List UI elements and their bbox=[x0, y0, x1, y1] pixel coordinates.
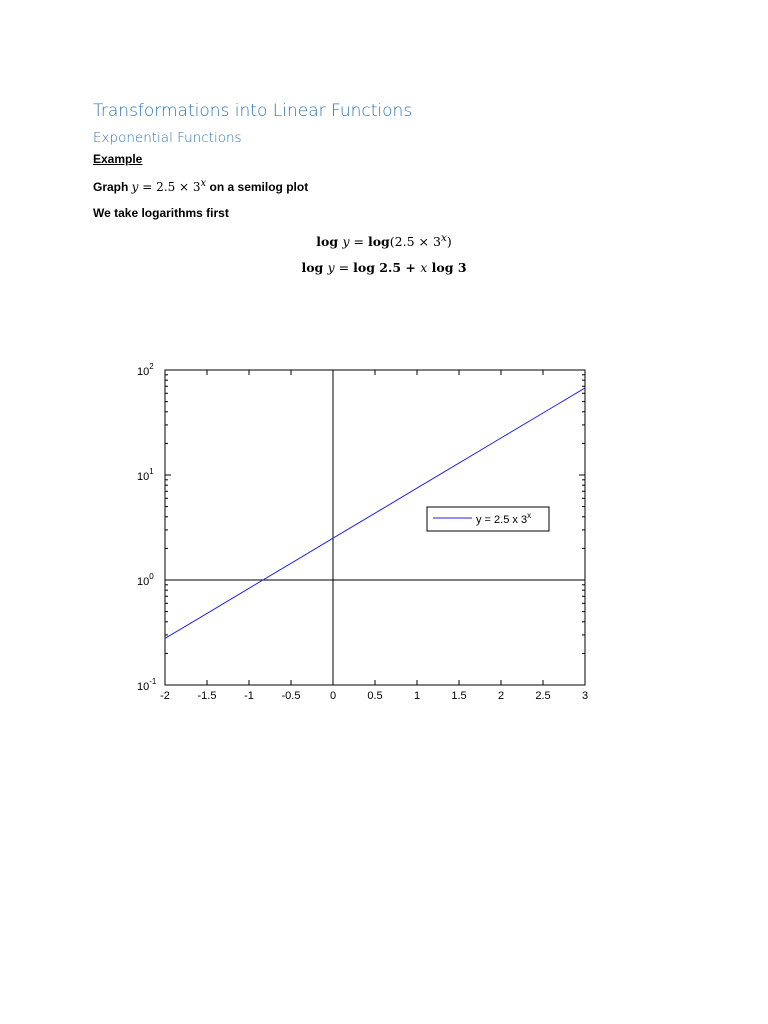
y-tick-base: 10 bbox=[137, 681, 150, 693]
graph-formula-var: y bbox=[131, 180, 139, 194]
eq2-rhs-a: log 2.5 + bbox=[353, 260, 421, 275]
x-tick-label: 3 bbox=[581, 690, 589, 702]
logs-text: We take logarithms first bbox=[93, 206, 229, 220]
y-tick-base: 10 bbox=[137, 366, 150, 378]
x-tick-label: 1.5 bbox=[451, 690, 467, 702]
x-tick-label: -1.5 bbox=[197, 690, 217, 702]
graph-formula-exp: x bbox=[200, 178, 207, 189]
legend-label-base: y = 2.5 x 3 bbox=[476, 514, 528, 526]
y-tick-exp: 2 bbox=[149, 362, 154, 371]
y-tick-exp: 0 bbox=[149, 572, 154, 581]
x-tick-label: -2 bbox=[160, 690, 170, 702]
legend-label bbox=[476, 511, 531, 526]
eq2-rhs-b: log 3 bbox=[427, 260, 467, 275]
graph-text-suffix: on a semilog plot bbox=[206, 180, 309, 194]
y-tick-exp: 1 bbox=[149, 467, 154, 476]
legend-label-exp: x bbox=[527, 511, 532, 520]
chart-legend bbox=[427, 507, 549, 531]
x-tick-label: 2.5 bbox=[535, 690, 551, 702]
x-tick-label: 0 bbox=[329, 690, 337, 702]
y-tick-label bbox=[137, 467, 154, 483]
eq2-equals: = bbox=[334, 260, 354, 275]
x-tick-label: -0.5 bbox=[281, 690, 301, 702]
section-heading: Transformations into Linear Functions bbox=[93, 101, 413, 121]
eq2-lhs-log: log bbox=[301, 260, 328, 275]
eq1-rhs-close: ) bbox=[446, 234, 452, 250]
y-tick-label bbox=[137, 362, 154, 378]
eq1-rhs-log: log bbox=[367, 234, 390, 250]
y-tick-base: 10 bbox=[137, 576, 150, 588]
eq1-lhs-log: log bbox=[316, 234, 343, 250]
chart-root bbox=[137, 362, 588, 702]
y-tick-label bbox=[137, 572, 154, 588]
eq1-rhs-exp: x bbox=[440, 232, 447, 244]
eq2-rhs-var: x bbox=[420, 260, 428, 275]
x-tick-label: -1 bbox=[244, 690, 254, 702]
x-tick-label: 2 bbox=[497, 690, 505, 702]
x-tick-label: 1 bbox=[413, 690, 421, 702]
example-label: Example bbox=[93, 152, 143, 166]
graph-formula-body: = 2.5 × 3 bbox=[138, 180, 201, 194]
y-tick-base: 10 bbox=[137, 471, 150, 483]
y-tick-exp: -1 bbox=[149, 677, 157, 686]
eq2-lhs-var: y bbox=[327, 260, 335, 275]
section-subheading: Exponential Functions bbox=[93, 130, 242, 146]
y-tick-label bbox=[137, 677, 157, 693]
eq1-equals: = bbox=[349, 234, 368, 250]
eq1-rhs-open: (2.5 × 3 bbox=[389, 234, 441, 250]
eq1-lhs-var: y bbox=[342, 234, 350, 250]
graph-text-prefix: Graph bbox=[93, 180, 132, 194]
x-tick-label: 0.5 bbox=[367, 690, 383, 702]
